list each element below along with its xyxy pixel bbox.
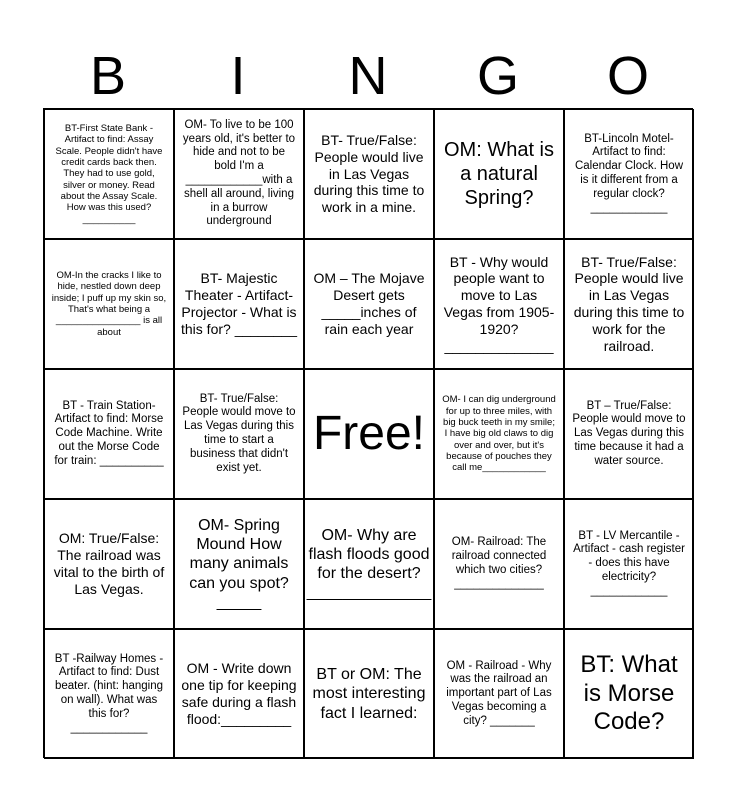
bingo-cell-text: OM-In the cracks I like to hide, nestled down deep inside; I puff up my skin so, That's what being a ________________ is all about [51, 269, 167, 338]
bingo-cell-text: BT or OM: The most interesting fact I learned: [312, 666, 426, 722]
bingo-cell[interactable] [564, 629, 694, 759]
bingo-cell[interactable] [304, 499, 434, 629]
bingo-cell-text: OM: True/False: The railroad was vital to the birth of Las Vegas. [53, 530, 165, 597]
bingo-cell[interactable] [304, 109, 434, 239]
bingo-cell-text: OM - Railroad - Why was the railroad an important part of Las Vegas becoming a city? _______ [446, 659, 552, 727]
bingo-cell-text: BT -Railway Homes - Artifact to find: Dust beater. (hint: hanging on wall). What was this for? ____________ [54, 652, 164, 734]
bingo-cell-text: OM- Spring Mound How many animals can you spot? _____ [189, 517, 289, 611]
bingo-cell-free[interactable] [304, 369, 434, 499]
bingo-cell-text: BT- True/False: People would move to Las Vegas during this time to start a business that didn't exist yet. [182, 392, 296, 474]
bingo-cell[interactable] [564, 369, 694, 499]
bingo-cell-text: OM- To live to be 100 years old, it's better to hide and not to be bold I'm a ____________with a shell all around, living in a burrow underground [182, 118, 296, 228]
bingo-cell-text: OM- Why are flash floods good for the desert? ______________ [306, 526, 432, 602]
bingo-cell[interactable] [434, 369, 564, 499]
bingo-cell[interactable] [174, 499, 304, 629]
bingo-cell-text: BT - LV Mercantile - Artifact - cash register - does this have electricity? ____________ [573, 529, 685, 597]
header-letter-b: B [89, 46, 127, 106]
bingo-cell[interactable] [174, 369, 304, 499]
bingo-cell[interactable] [434, 239, 564, 369]
bingo-cell[interactable] [44, 499, 174, 629]
bingo-cell-text: BT-Lincoln Motel- Artifact to find: Calendar Clock. How is it different from a regular clock? ____________ [574, 132, 683, 214]
bingo-cell[interactable] [564, 239, 694, 369]
bingo-cell-text: OM - Write down one tip for keeping safe during a flash flood:_________ [181, 660, 297, 727]
bingo-cell[interactable] [564, 499, 694, 629]
bingo-cell[interactable] [304, 629, 434, 759]
bingo-cell-text: OM – The Mojave Desert gets _____inches of rain each year [313, 270, 425, 337]
header-letter-g: G [476, 46, 519, 106]
header-letter-n: N [348, 46, 388, 106]
bingo-cell-text: OM: What is a natural Spring? [443, 139, 554, 209]
bingo-cell[interactable] [174, 109, 304, 239]
header-letter-o: O [606, 46, 649, 106]
bingo-cell-text: Free! [312, 407, 426, 461]
bingo-cell-text: BT- Majestic Theater - Artifact- Projector - What is this for? ________ [181, 270, 297, 337]
bingo-cell[interactable] [434, 629, 564, 759]
bingo-header [43, 44, 693, 108]
bingo-cell-text: BT - Train Station- Artifact to find: Morse Code Machine. Write out the Morse Code for train: __________ [54, 399, 164, 467]
bingo-cell-text: BT: What is Morse Code? [580, 650, 678, 736]
bingo-cell[interactable] [44, 369, 174, 499]
bingo-grid [43, 108, 693, 758]
bingo-cell-text: BT- True/False: People would live in Las Vegas during this time to work for the railroad. [573, 253, 685, 354]
bingo-cell[interactable] [174, 239, 304, 369]
bingo-cell-text: OM- Railroad: The railroad connected which two cities? ______________ [451, 536, 547, 590]
bingo-cell-text: OM- I can dig underground for up to three miles, with big buck teeth in my smile; I have big old claws to dig over and over, but it's because of pouches they call me____________ [442, 394, 556, 474]
bingo-cell-text: BT - Why would people want to move to Las Vegas from 1905-1920? ______________ [443, 253, 555, 354]
bingo-cell[interactable] [304, 239, 434, 369]
header-letter-i: I [230, 46, 246, 106]
bingo-cell-text: BT – True/False: People would move to Las Vegas during this time because it had a water source. [572, 399, 686, 467]
bingo-cell[interactable] [44, 629, 174, 759]
bingo-cell[interactable] [434, 499, 564, 629]
bingo-cell[interactable] [434, 109, 564, 239]
bingo-cell[interactable] [44, 109, 174, 239]
bingo-cell[interactable] [564, 109, 694, 239]
bingo-cell-text: BT- True/False: People would live in Las Vegas during this time to work in a mine. [313, 132, 425, 216]
bingo-cell[interactable] [44, 239, 174, 369]
bingo-cell-text: BT-First State Bank - Artifact to find: Assay Scale. People didn't have credit cards back then. They had to use gold, silver or money. Read about the Assay Scale. How was this used? __________ [55, 122, 163, 225]
bingo-cell[interactable] [174, 629, 304, 759]
